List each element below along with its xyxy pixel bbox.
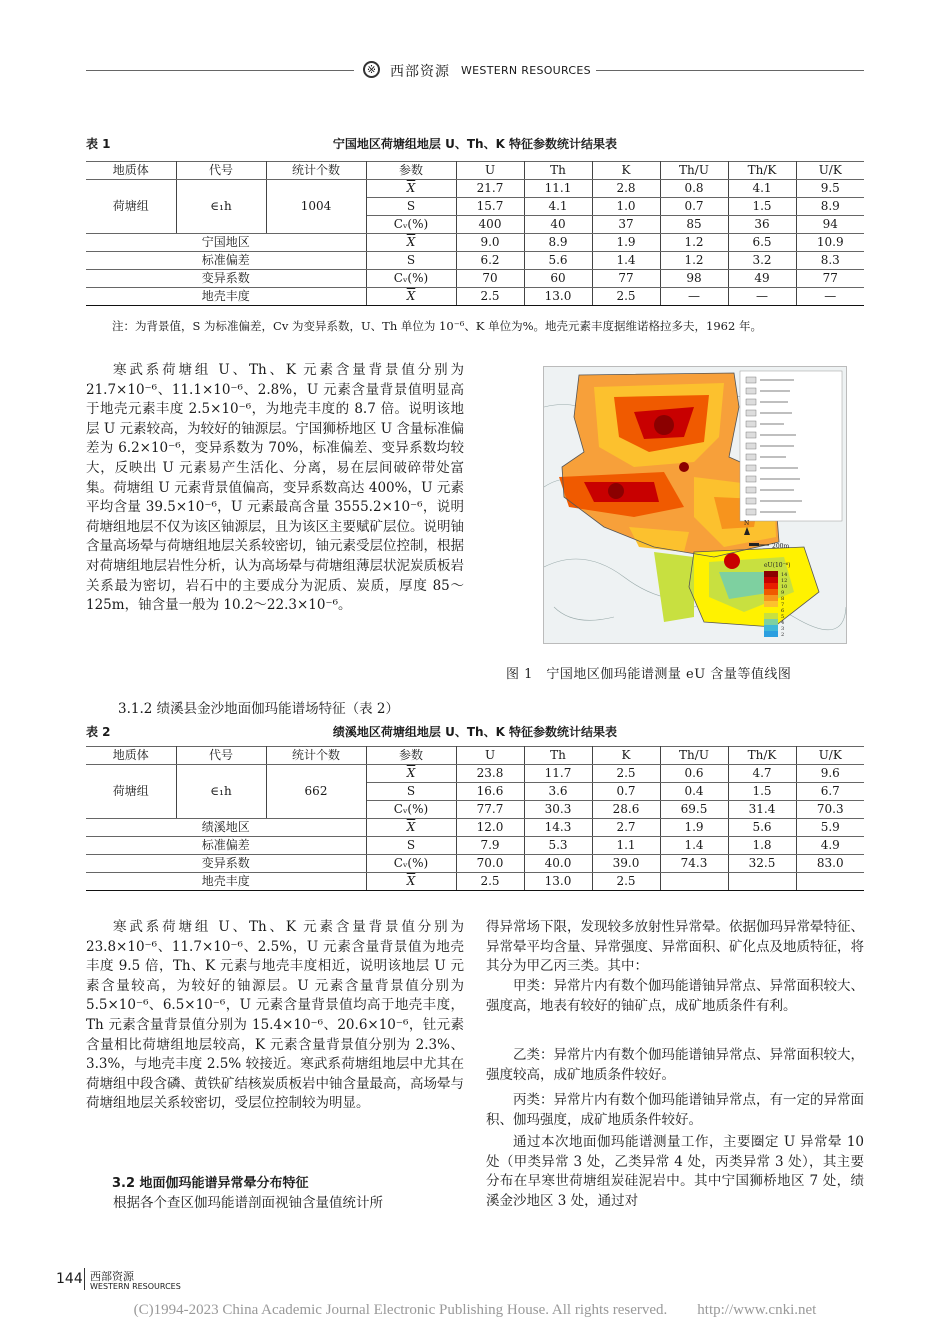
value-cell: 9.0 [456, 234, 524, 252]
table2-title: 绩溪地区荷塘组地层 U、Th、K 特征参数统计结果表 [332, 725, 618, 739]
row-label-cell: 标准偏差 [86, 252, 366, 270]
color-scale-label: 6 [781, 608, 785, 614]
value-cell: 1.1 [592, 837, 660, 855]
paragraph-2: 寒武系荷塘组 U、Th、K 元素含量背景值分别为 23.8×10⁻⁶、11.7×10⁻⁶、2.5%，U 元素含量背景值为地壳丰度 9.5 倍，Th、K 元素与地壳丰度相近，说明该地层 U 元素含量较高，为较好的铀源层。U 元素含量背景值分别为 5.5×10⁻⁶、6.5×10⁻⁶，U 元素含量背景值均高于地壳丰度，Th 元素含量背景值分别为 15.4×10⁻⁶、20.6×10⁻⁶，钍元素含量相比荷塘组地层较高，K 元素含量背景值分别为 2.3%、3.3%，与地壳丰度 2.5% 较接近。寒武系荷塘组地层中尤其在荷塘组中段含磷、黄铁矿结核炭质板岩中铀含量最高，高场晕与荷塘组地层关系较密切，受层位控制较为明显。 [86, 919, 464, 1112]
footer-divider [84, 1268, 85, 1290]
paragraph-5: 甲类：异常片内有数个伽玛能谱铀异常点、异常面积较大、强度高，地表有较好的铀矿点，成矿地质条件有利。 [486, 978, 864, 1014]
param-symbol: S [406, 199, 416, 213]
value-cell: 9.5 [796, 180, 864, 198]
value-cell: 8.9 [524, 234, 592, 252]
footer-journal-cn: 西部资源 [90, 1270, 134, 1283]
value-cell: 39.0 [592, 855, 660, 873]
header-journal-cn: 西部资源 [390, 64, 450, 80]
table-row [86, 288, 864, 306]
param-cell [366, 765, 456, 783]
value-cell: 60 [524, 270, 592, 288]
footer-journal-en: WESTERN RESOURCES [90, 1282, 181, 1291]
color-scale-label: 2 [781, 632, 785, 638]
value-cell: 83.0 [796, 855, 864, 873]
value-cell: 77.7 [456, 801, 524, 819]
column-header: 统计个数 [266, 747, 366, 765]
param-cell [366, 198, 456, 216]
color-scale-label: 9 [781, 590, 785, 596]
value-cell: 6.2 [456, 252, 524, 270]
row-label-cell: 标准偏差 [86, 837, 366, 855]
table-row [86, 252, 864, 270]
column-header: U/K [796, 747, 864, 765]
value-cell: 21.7 [456, 180, 524, 198]
value-cell: 2.7 [592, 819, 660, 837]
color-scale-swatch [764, 577, 778, 583]
journal-logo-icon: ※ [363, 61, 380, 78]
column-header: 代号 [176, 747, 266, 765]
table1-note: 注：为背景值，S 为标准偏差，Cv 为变异系数，U、Th 单位为 10⁻⁶、K 单位为%。地壳元素丰度据维诺格拉多夫，1962 年。 [112, 319, 762, 333]
table1-title: 宁国地区荷塘组地层 U、Th、K 特征参数统计结果表 [332, 137, 618, 151]
column-header: 统计个数 [266, 162, 366, 180]
paragraph-8: 通过本次地面伽玛能谱测量工作，主要圈定 U 异常晕 10 处（甲类异常 3 处，乙类异常 4 处，丙类异常 3 处），其主要分布在早寒世荷塘组炭硅泥岩中。其中宁国狮桥地区 7 处，绩溪金沙地区 3 处，通过对 [486, 1134, 864, 1209]
color-scale-label: 7 [781, 602, 785, 608]
param-cell [366, 270, 456, 288]
value-cell: 1.9 [592, 234, 660, 252]
color-scale-swatch [764, 583, 778, 589]
paragraph-6: 乙类：异常片内有数个伽玛能谱铀异常点、异常面积较大，强度较高，成矿地质条件较好。 [486, 1047, 864, 1083]
count-cell: 1004 [266, 180, 366, 234]
param-symbol: S [406, 784, 416, 798]
value-cell: 5.9 [796, 819, 864, 837]
unit-cell: 荷塘组 [86, 180, 176, 234]
value-cell: 4.1 [524, 198, 592, 216]
column-header: U [456, 747, 524, 765]
color-scale-label: 8 [781, 596, 785, 602]
column-header: 地质体 [86, 162, 176, 180]
value-cell: 74.3 [660, 855, 728, 873]
param-cell [366, 837, 456, 855]
value-cell: 4.1 [728, 180, 796, 198]
table2 [86, 746, 864, 891]
value-cell: 1.5 [728, 783, 796, 801]
header-rule-left [86, 70, 354, 71]
copyright-line: (C)1994-2023 China Academic Journal Electronic Publishing House. All rights reserved. http://www.cnki.net [133, 1302, 817, 1318]
color-scale-label: 3 [781, 626, 785, 632]
param-symbol: $\overline{X}$ [406, 766, 416, 780]
value-cell: 32.5 [728, 855, 796, 873]
value-cell: 2.5 [592, 873, 660, 891]
value-cell: 2.5 [592, 288, 660, 306]
color-scale-swatch [764, 595, 778, 601]
code-cell: ∈₁h [176, 180, 266, 234]
value-cell: 2.5 [592, 765, 660, 783]
value-cell: 11.7 [524, 765, 592, 783]
color-scale-label: 10 [781, 584, 788, 590]
value-cell: 30.3 [524, 801, 592, 819]
color-scale-swatch [764, 601, 778, 607]
value-cell: 5.6 [524, 252, 592, 270]
value-cell: 13.0 [524, 873, 592, 891]
value-cell: 70.0 [456, 855, 524, 873]
value-cell: 37 [592, 216, 660, 234]
value-cell: 15.7 [456, 198, 524, 216]
param-symbol: Cᵥ(%) [393, 217, 429, 231]
value-cell: 1.9 [660, 819, 728, 837]
param-symbol: $\overline{X}$ [406, 181, 416, 195]
param-symbol: $\overline{X}$ [406, 820, 416, 834]
color-scale-swatch [764, 571, 778, 577]
table-row [86, 765, 864, 783]
param-symbol: Cᵥ(%) [393, 856, 429, 870]
value-cell: 31.4 [728, 801, 796, 819]
value-cell: 1.4 [660, 837, 728, 855]
contour-map [544, 367, 846, 643]
scale-label: 200m [772, 543, 790, 550]
section-3-2-heading: 3.2 地面伽玛能谱异常晕分布特征 [112, 1176, 309, 1191]
paragraph-3: 根据各个查区伽玛能谱剖面视铀含量值统计所 [113, 1195, 383, 1211]
column-header: K [592, 747, 660, 765]
column-header: 参数 [366, 162, 456, 180]
value-cell: 2.5 [456, 873, 524, 891]
value-cell: 3.6 [524, 783, 592, 801]
column-header: K [592, 162, 660, 180]
value-cell: 1.8 [728, 837, 796, 855]
row-label-cell: 绩溪地区 [86, 819, 366, 837]
table2-label: 表 2 [86, 725, 111, 739]
value-cell: — [728, 288, 796, 306]
value-cell: 4.9 [796, 837, 864, 855]
value-cell: 2.8 [592, 180, 660, 198]
param-symbol: S [406, 838, 416, 852]
param-cell [366, 234, 456, 252]
row-label-cell: 地壳丰度 [86, 873, 366, 891]
value-cell: 1.5 [728, 198, 796, 216]
value-cell: 6.5 [728, 234, 796, 252]
value-cell [660, 873, 728, 891]
value-cell: 94 [796, 216, 864, 234]
param-cell [366, 801, 456, 819]
column-header: 代号 [176, 162, 266, 180]
column-header: 地质体 [86, 747, 176, 765]
value-cell: 0.7 [660, 198, 728, 216]
figure-1-caption: 图 1 宁国地区伽玛能谱测量 eU 含量等值线图 [506, 667, 792, 682]
value-cell: 0.6 [660, 765, 728, 783]
color-scale-swatch [764, 631, 778, 637]
value-cell: 2.5 [456, 288, 524, 306]
table1-label: 表 1 [86, 137, 111, 151]
row-label-cell: 变异系数 [86, 270, 366, 288]
value-cell: 13.0 [524, 288, 592, 306]
column-header: U/K [796, 162, 864, 180]
column-header: Th/K [728, 747, 796, 765]
paragraph-1: 寒武系荷塘组 U、Th、K 元素含量背景值分别为 21.7×10⁻⁶、11.1×10⁻⁶、2.8%，U 元素含量背景值明显高于地壳元素丰度 2.5×10⁻⁶，为地壳丰度的 8.7 倍。说明该地层 U 元素较高，为较好的铀源层。宁国狮桥地区 U 含量标准偏差为 6.2×10⁻⁶，变异系数为 70%，标准偏差、变异系数均较大，反映出 U 元素易产生活化、分离，易在层间破碎带处富集。荷塘组 U 元素背景值偏高，变异系数高达 400%，U 元素平均含量 39.5×10⁻⁶，U 元素最高含量 3555.2×10⁻⁶，说明荷塘组地层不仅为该区铀源层，且为该区主要赋矿层位。说明铀含量高场晕与荷塘组地层关系较密切，铀元素受层位控制，根据对荷塘组地层岩性分析，认为高场晕与荷塘组薄层状泥炭质板岩关系最为密切，岩石中的主要成分为泥质、炭质，厚度 85～125m，铀含量一般为 10.2～22.3×10⁻⁶。 [86, 362, 464, 614]
row-label-cell: 地壳丰度 [86, 288, 366, 306]
value-cell: 77 [796, 270, 864, 288]
value-cell: 4.7 [728, 765, 796, 783]
legend-title: eU(10⁻⁶) [764, 562, 791, 569]
value-cell: 23.8 [456, 765, 524, 783]
svg-text:N: N [744, 520, 750, 527]
value-cell [728, 873, 796, 891]
code-cell: ∈₁h [176, 765, 266, 819]
param-symbol: S [406, 253, 416, 267]
color-scale-swatch [764, 613, 778, 619]
column-header: Th/U [660, 162, 728, 180]
value-cell: 8.3 [796, 252, 864, 270]
column-header: Th [524, 747, 592, 765]
param-symbol: $\overline{X}$ [406, 235, 416, 249]
table-row [86, 234, 864, 252]
page-number: 144 [56, 1271, 83, 1287]
value-cell: — [796, 288, 864, 306]
value-cell: 5.6 [728, 819, 796, 837]
value-cell: 40.0 [524, 855, 592, 873]
color-scale-label: 14 [781, 572, 788, 578]
value-cell: — [660, 288, 728, 306]
param-symbol: $\overline{X}$ [406, 289, 416, 303]
unit-cell: 荷塘组 [86, 765, 176, 819]
param-cell [366, 783, 456, 801]
value-cell: 98 [660, 270, 728, 288]
value-cell: 49 [728, 270, 796, 288]
table-row [86, 180, 864, 198]
color-scale-label: 12 [781, 578, 788, 584]
value-cell: 16.6 [456, 783, 524, 801]
value-cell: 0.8 [660, 180, 728, 198]
value-cell: 7.9 [456, 837, 524, 855]
param-cell [366, 252, 456, 270]
param-cell [366, 180, 456, 198]
color-scale-swatch [764, 619, 778, 625]
value-cell: 0.4 [660, 783, 728, 801]
value-cell [796, 873, 864, 891]
value-cell: 3.2 [728, 252, 796, 270]
table-row [86, 837, 864, 855]
value-cell: 28.6 [592, 801, 660, 819]
column-header: Th/U [660, 747, 728, 765]
value-cell: 9.6 [796, 765, 864, 783]
color-scale-label: 5 [781, 614, 785, 620]
value-cell: 12.0 [456, 819, 524, 837]
color-scale-swatch [764, 625, 778, 631]
column-header: U [456, 162, 524, 180]
paragraph-4: 得异常场下限，发现较多放射性异常晕。依据伽玛异常晕特征、异常晕平均含量、异常强度、异常面积、矿化点及地质特征，将其分为甲乙丙三类。其中： [486, 919, 864, 975]
param-cell [366, 819, 456, 837]
column-header: Th [524, 162, 592, 180]
param-symbol: Cᵥ(%) [393, 271, 429, 285]
color-scale [764, 571, 787, 638]
paragraph-7: 丙类：异常片内有数个伽玛能谱铀异常点，有一定的异常面积、伽玛强度，成矿地质条件较好。 [486, 1092, 864, 1128]
color-scale-label: 4 [781, 620, 785, 626]
value-cell: 77 [592, 270, 660, 288]
value-cell: 85 [660, 216, 728, 234]
subsection-3-1-2: 3.1.2 绩溪县金沙地面伽玛能谱场特征（表 2） [118, 701, 400, 717]
table-row [86, 819, 864, 837]
value-cell: 6.7 [796, 783, 864, 801]
value-cell: 11.1 [524, 180, 592, 198]
value-cell: 14.3 [524, 819, 592, 837]
param-cell [366, 216, 456, 234]
table-row [86, 855, 864, 873]
param-cell [366, 288, 456, 306]
header-rule-right [596, 70, 864, 71]
color-scale-swatch [764, 589, 778, 595]
figure-1-map [543, 366, 847, 644]
value-cell: 1.2 [660, 252, 728, 270]
param-symbol: $\overline{X}$ [406, 874, 416, 888]
value-cell: 1.0 [592, 198, 660, 216]
table1 [86, 161, 864, 306]
value-cell: 5.3 [524, 837, 592, 855]
column-header: 参数 [366, 747, 456, 765]
value-cell: 70.3 [796, 801, 864, 819]
value-cell: 1.4 [592, 252, 660, 270]
header-journal-en: WESTERN RESOURCES [461, 64, 591, 77]
value-cell: 10.9 [796, 234, 864, 252]
color-scale-swatch [764, 607, 778, 613]
param-cell [366, 873, 456, 891]
value-cell: 1.2 [660, 234, 728, 252]
value-cell: 40 [524, 216, 592, 234]
value-cell: 0.7 [592, 783, 660, 801]
count-cell: 662 [266, 765, 366, 819]
column-header: Th/K [728, 162, 796, 180]
value-cell: 69.5 [660, 801, 728, 819]
table-row [86, 270, 864, 288]
value-cell: 36 [728, 216, 796, 234]
value-cell: 70 [456, 270, 524, 288]
param-cell [366, 855, 456, 873]
table-row [86, 873, 864, 891]
row-label-cell: 宁国地区 [86, 234, 366, 252]
value-cell: 400 [456, 216, 524, 234]
param-symbol: Cᵥ(%) [393, 802, 429, 816]
row-label-cell: 变异系数 [86, 855, 366, 873]
value-cell: 8.9 [796, 198, 864, 216]
